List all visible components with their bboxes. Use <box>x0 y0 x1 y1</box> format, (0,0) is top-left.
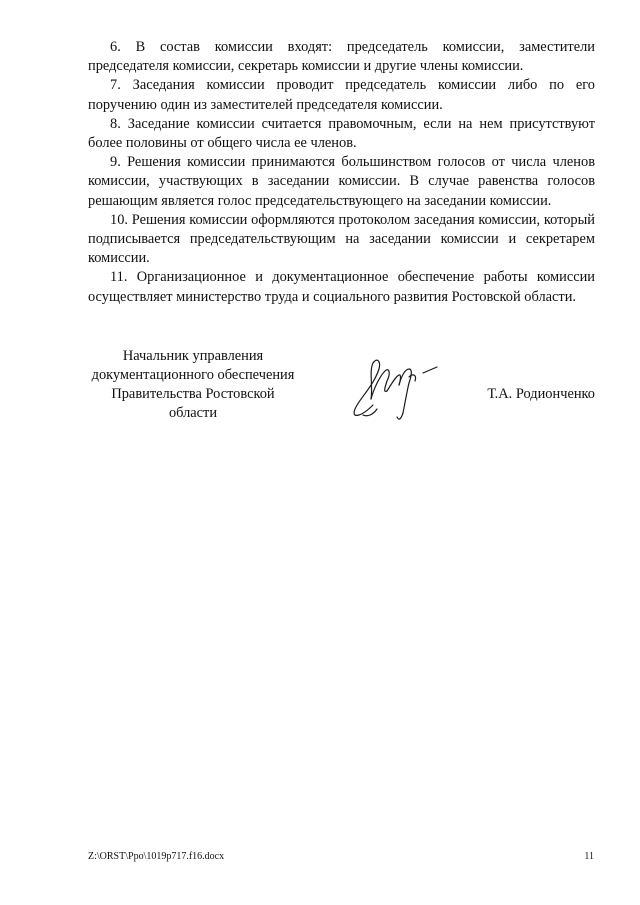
paragraph-11: 11. Организационное и документационное обеспечение работы комиссии осуществляет министерство труда и социального развития Ростовской области. <box>88 269 595 305</box>
signatory-title-line-3: Правительства Ростовской области <box>111 386 275 421</box>
paragraph-10: 10. Решения комиссии оформляются протоколом заседания комиссии, который подписывается председательствующим на заседании комиссии и секретарем комиссии. <box>88 211 595 267</box>
signatory-name: Т.А. Родионченко <box>487 386 595 402</box>
paragraph-9: 9. Решения комиссии принимаются большинством голосов от числа членов комиссии, участвующих в заседании комиссии. В случае равенства голосов решающим является голос председательствующего на заседании комиссии. <box>88 154 595 209</box>
signature-block <box>88 347 595 437</box>
handwritten-signature <box>343 347 453 427</box>
footer-file-path: Z:\ORST\Ppo\1019p717.f16.docx <box>88 851 225 862</box>
signatory-title-line-2: документационного обеспечения <box>91 367 295 383</box>
paragraph-7: 7. Заседания комиссии проводит председатель комиссии либо по его поручению один из заместителей председателя комиссии. <box>88 77 595 113</box>
document-body <box>88 38 595 307</box>
signatory-title-line-1: Начальник управления <box>122 348 264 364</box>
paragraph-6: 6. В состав комиссии входят: председатель комиссии, заместители председателя комиссии, секретарь комиссии и другие члены комиссии. <box>88 39 595 75</box>
signatory-title <box>88 347 298 423</box>
paragraph-8: 8. Заседание комиссии считается правомочным, если на нем присутствуют более половины от общего числа ее членов. <box>88 115 595 152</box>
footer-page-number: 11 <box>584 851 594 862</box>
